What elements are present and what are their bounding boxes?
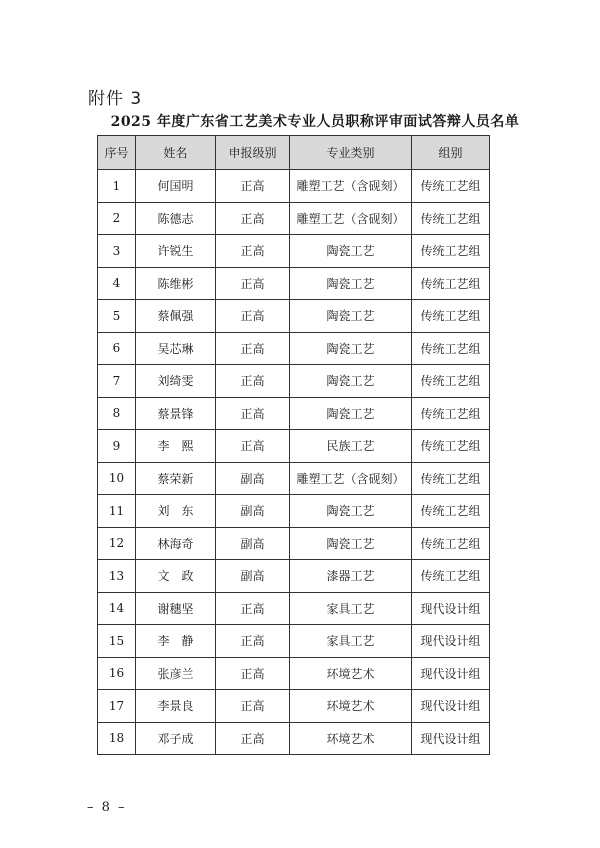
cell-name: 李景良 bbox=[136, 690, 216, 723]
table-row bbox=[98, 625, 490, 658]
cell-group: 传统工艺组 bbox=[412, 235, 490, 268]
cell-level: 副高 bbox=[216, 495, 290, 528]
cell-category: 雕塑工艺（含砚刻） bbox=[290, 202, 412, 235]
cell-name: 刘绮雯 bbox=[136, 365, 216, 398]
cell-name: 邓子成 bbox=[136, 722, 216, 755]
cell-category: 陶瓷工艺 bbox=[290, 300, 412, 333]
cell-seq: 8 bbox=[98, 397, 136, 430]
cell-name: 蔡荣新 bbox=[136, 462, 216, 495]
cell-name: 林海奇 bbox=[136, 527, 216, 560]
cell-category: 陶瓷工艺 bbox=[290, 527, 412, 560]
header-name: 姓名 bbox=[136, 136, 216, 170]
cell-seq: 1 bbox=[98, 170, 136, 203]
cell-category: 民族工艺 bbox=[290, 430, 412, 463]
cell-level: 正高 bbox=[216, 300, 290, 333]
cell-category: 陶瓷工艺 bbox=[290, 235, 412, 268]
cell-group: 传统工艺组 bbox=[412, 267, 490, 300]
cell-group: 现代设计组 bbox=[412, 625, 490, 658]
cell-category: 环境艺术 bbox=[290, 722, 412, 755]
cell-name: 许锐生 bbox=[136, 235, 216, 268]
cell-group: 现代设计组 bbox=[412, 690, 490, 723]
cell-group: 传统工艺组 bbox=[412, 170, 490, 203]
cell-group: 传统工艺组 bbox=[412, 202, 490, 235]
cell-group: 现代设计组 bbox=[412, 657, 490, 690]
table-row bbox=[98, 202, 490, 235]
cell-level: 正高 bbox=[216, 170, 290, 203]
page-number: – 8 – bbox=[87, 800, 127, 815]
cell-level: 副高 bbox=[216, 462, 290, 495]
cell-seq: 2 bbox=[98, 202, 136, 235]
table-row bbox=[98, 267, 490, 300]
cell-group: 传统工艺组 bbox=[412, 430, 490, 463]
cell-seq: 10 bbox=[98, 462, 136, 495]
cell-level: 副高 bbox=[216, 527, 290, 560]
cell-seq: 7 bbox=[98, 365, 136, 398]
cell-level: 正高 bbox=[216, 397, 290, 430]
cell-category: 陶瓷工艺 bbox=[290, 267, 412, 300]
header-seq: 序号 bbox=[98, 136, 136, 170]
cell-name: 陈德志 bbox=[136, 202, 216, 235]
table-row bbox=[98, 397, 490, 430]
document-title: 2025 年度广东省工艺美术专业人员职称评审面试答辩人员名单 bbox=[110, 114, 520, 130]
cell-level: 正高 bbox=[216, 657, 290, 690]
cell-seq: 11 bbox=[98, 495, 136, 528]
cell-name: 李 静 bbox=[136, 625, 216, 658]
cell-seq: 3 bbox=[98, 235, 136, 268]
cell-category: 陶瓷工艺 bbox=[290, 397, 412, 430]
cell-category: 环境艺术 bbox=[290, 657, 412, 690]
table-row bbox=[98, 527, 490, 560]
cell-level: 正高 bbox=[216, 332, 290, 365]
cell-group: 传统工艺组 bbox=[412, 495, 490, 528]
roster-table bbox=[97, 135, 490, 755]
table-row bbox=[98, 430, 490, 463]
cell-seq: 9 bbox=[98, 430, 136, 463]
cell-seq: 17 bbox=[98, 690, 136, 723]
cell-seq: 4 bbox=[98, 267, 136, 300]
cell-level: 正高 bbox=[216, 690, 290, 723]
cell-group: 传统工艺组 bbox=[412, 300, 490, 333]
header-category: 专业类别 bbox=[290, 136, 412, 170]
table-row bbox=[98, 365, 490, 398]
cell-name: 蔡景锋 bbox=[136, 397, 216, 430]
cell-group: 传统工艺组 bbox=[412, 365, 490, 398]
table-row bbox=[98, 690, 490, 723]
cell-name: 刘 东 bbox=[136, 495, 216, 528]
cell-name: 陈维彬 bbox=[136, 267, 216, 300]
table-row bbox=[98, 560, 490, 593]
cell-seq: 18 bbox=[98, 722, 136, 755]
cell-group: 传统工艺组 bbox=[412, 462, 490, 495]
cell-group: 传统工艺组 bbox=[412, 397, 490, 430]
cell-category: 家具工艺 bbox=[290, 592, 412, 625]
table-body bbox=[98, 170, 490, 755]
cell-level: 正高 bbox=[216, 625, 290, 658]
cell-level: 正高 bbox=[216, 722, 290, 755]
cell-name: 吴芯琳 bbox=[136, 332, 216, 365]
table-row bbox=[98, 170, 490, 203]
cell-level: 正高 bbox=[216, 365, 290, 398]
header-level: 申报级别 bbox=[216, 136, 290, 170]
table-row bbox=[98, 592, 490, 625]
cell-seq: 12 bbox=[98, 527, 136, 560]
cell-group: 传统工艺组 bbox=[412, 332, 490, 365]
cell-seq: 16 bbox=[98, 657, 136, 690]
cell-group: 传统工艺组 bbox=[412, 527, 490, 560]
cell-seq: 6 bbox=[98, 332, 136, 365]
cell-name: 何国明 bbox=[136, 170, 216, 203]
cell-category: 陶瓷工艺 bbox=[290, 332, 412, 365]
table-row bbox=[98, 462, 490, 495]
cell-category: 漆器工艺 bbox=[290, 560, 412, 593]
cell-name: 文 政 bbox=[136, 560, 216, 593]
cell-name: 张彦兰 bbox=[136, 657, 216, 690]
cell-name: 李 熙 bbox=[136, 430, 216, 463]
cell-level: 正高 bbox=[216, 592, 290, 625]
cell-name: 谢穗坚 bbox=[136, 592, 216, 625]
cell-seq: 15 bbox=[98, 625, 136, 658]
cell-level: 正高 bbox=[216, 202, 290, 235]
table-row bbox=[98, 332, 490, 365]
table-row bbox=[98, 495, 490, 528]
cell-seq: 14 bbox=[98, 592, 136, 625]
cell-category: 雕塑工艺（含砚刻） bbox=[290, 462, 412, 495]
table-row bbox=[98, 300, 490, 333]
cell-group: 传统工艺组 bbox=[412, 560, 490, 593]
cell-category: 环境艺术 bbox=[290, 690, 412, 723]
cell-level: 正高 bbox=[216, 430, 290, 463]
cell-group: 现代设计组 bbox=[412, 592, 490, 625]
attachment-label: 附件 3 bbox=[88, 89, 143, 109]
cell-category: 陶瓷工艺 bbox=[290, 365, 412, 398]
header-group: 组别 bbox=[412, 136, 490, 170]
cell-group: 现代设计组 bbox=[412, 722, 490, 755]
table-row bbox=[98, 657, 490, 690]
table-row bbox=[98, 235, 490, 268]
cell-category: 家具工艺 bbox=[290, 625, 412, 658]
cell-seq: 5 bbox=[98, 300, 136, 333]
cell-category: 雕塑工艺（含砚刻） bbox=[290, 170, 412, 203]
table-header-row bbox=[98, 136, 490, 170]
cell-level: 正高 bbox=[216, 235, 290, 268]
table-row bbox=[98, 722, 490, 755]
cell-level: 正高 bbox=[216, 267, 290, 300]
cell-seq: 13 bbox=[98, 560, 136, 593]
cell-category: 陶瓷工艺 bbox=[290, 495, 412, 528]
cell-name: 蔡佩强 bbox=[136, 300, 216, 333]
cell-level: 副高 bbox=[216, 560, 290, 593]
